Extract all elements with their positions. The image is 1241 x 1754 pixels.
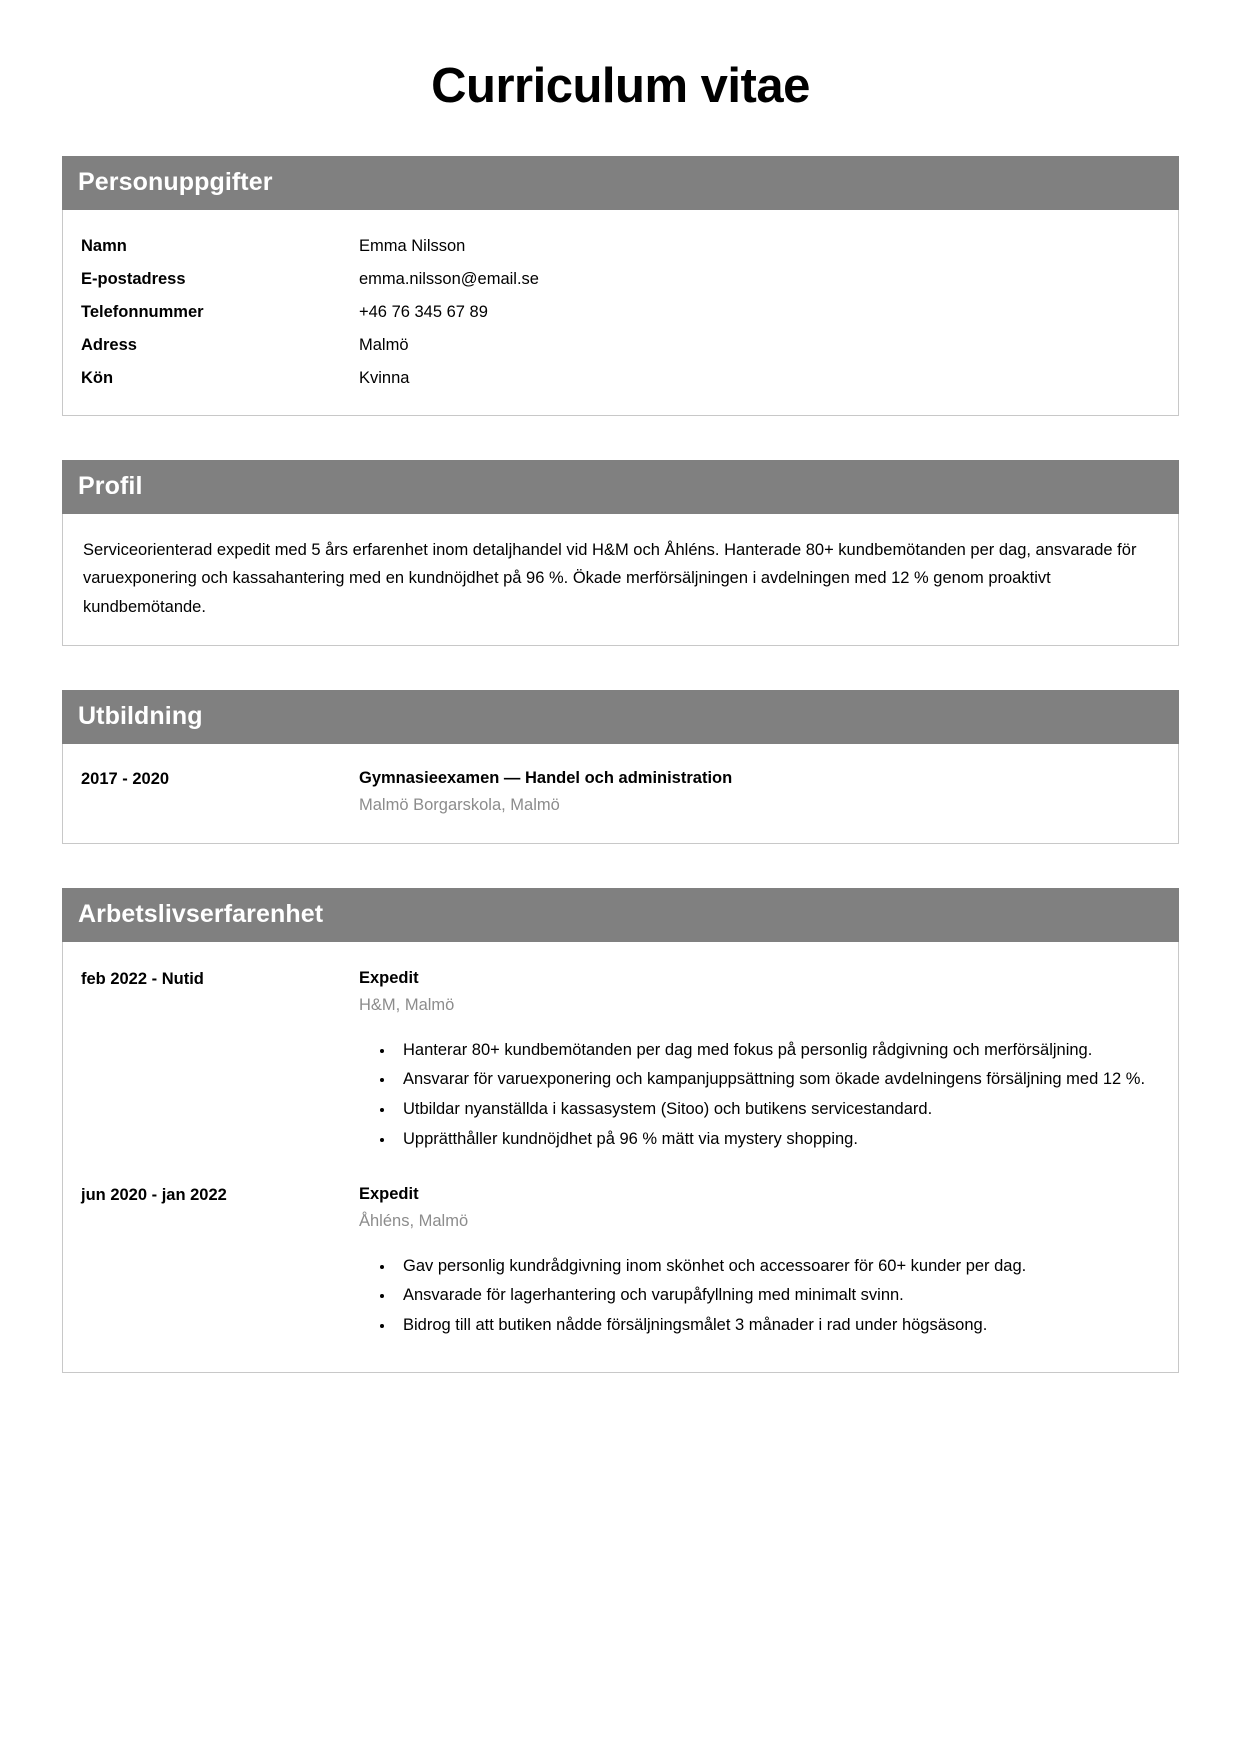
list-item: • Utbildar nyanställda i kassasystem (Sitoo) och butikens servicestandard.: [395, 1096, 1160, 1123]
education-entry-institution: Malmö Borgarskola, Malmö: [359, 796, 560, 815]
experience-entry-employer: H&M, Malmö: [359, 996, 455, 1015]
detail-value: Emma Nilsson: [359, 237, 466, 256]
detail-row: [81, 263, 1160, 296]
experience-entry-main: [359, 1182, 1160, 1342]
detail-value: +46 76 345 67 89: [359, 303, 488, 322]
detail-row: [81, 230, 1160, 263]
detail-label: E-postadress: [81, 270, 186, 289]
experience-entry-date: jun 2020 - jan 2022: [81, 1185, 227, 1204]
page-title: Curriculum vitae: [431, 59, 810, 113]
detail-value: emma.nilsson@email.se: [359, 270, 539, 289]
detail-label: Kön: [81, 369, 114, 388]
list-item: • Upprätthåller kundnöjdhet på 96 % mätt via mystery shopping.: [395, 1126, 1160, 1153]
list-item: • Ansvarade för lagerhantering och varupåfyllning med minimalt svinn.: [395, 1282, 1160, 1309]
section-body-education: [62, 744, 1179, 844]
section-work-experience: [62, 888, 1179, 1373]
detail-label: Namn: [81, 237, 127, 256]
experience-entry-bullets: [359, 1037, 1160, 1153]
list-item: • Bidrog till att butiken nådde försäljningsmålet 3 månader i rad under högsäsong.: [395, 1312, 1160, 1339]
experience-entry-bullets: [359, 1253, 1160, 1339]
section-personal-details: [62, 156, 1179, 416]
experience-entry-main: [359, 966, 1160, 1156]
section-body-work-experience: [62, 942, 1179, 1373]
section-body-profile: [62, 514, 1179, 646]
list-item: • Gav personlig kundrådgivning inom skönhet och accessoarer för 60+ kunder per dag.: [395, 1253, 1160, 1280]
list-item: • Ansvarar för varuexponering och kampanjuppsättning som ökade avdelningens försäljning med 12 %.: [395, 1066, 1160, 1093]
section-header-work-experience: Arbetslivserfarenhet: [62, 888, 1179, 942]
experience-entry-date: feb 2022 - Nutid: [81, 969, 204, 988]
detail-value: Kvinna: [359, 369, 410, 388]
section-header-education: Utbildning: [62, 690, 1179, 744]
experience-entry-employer: Åhléns, Malmö: [359, 1212, 469, 1231]
detail-value: Malmö: [359, 336, 409, 355]
detail-label: Telefonnummer: [81, 303, 204, 322]
list-item: • Hanterar 80+ kundbemötanden per dag med fokus på personlig rådgivning och merförsäljning.: [395, 1037, 1160, 1064]
section-education: [62, 690, 1179, 844]
detail-row: [81, 362, 1160, 395]
education-entry-title: Gymnasieexamen — Handel och administration: [359, 768, 733, 787]
detail-row: [81, 296, 1160, 329]
experience-entry-title: Expedit: [359, 968, 419, 987]
section-header-profile: Profil: [62, 460, 1179, 514]
experience-entry-title: Expedit: [359, 1184, 419, 1203]
detail-row: [81, 329, 1160, 362]
section-profile: [62, 460, 1179, 646]
profile-summary-text: Serviceorienterad expedit med 5 års erfarenhet inom detaljhandel vid H&M och Åhléns. Hanterade 80+ kundbemötanden per dag, ansvarade för varuexponering och kassahantering med en kundnöjdhet på 96 %. Ökade merförsäljningen i avdelningen med 12 % genom proaktivt kundbemötande.: [83, 540, 1137, 616]
detail-label: Adress: [81, 336, 137, 355]
section-header-personal-details: Personuppgifter: [62, 156, 1179, 210]
section-body-personal-details: [62, 210, 1179, 416]
education-entry: [81, 762, 1160, 823]
experience-entry: [81, 962, 1160, 1160]
education-entry-date: 2017 - 2020: [81, 769, 170, 788]
experience-entry: [81, 1160, 1160, 1346]
education-entry-main: [359, 766, 1160, 819]
